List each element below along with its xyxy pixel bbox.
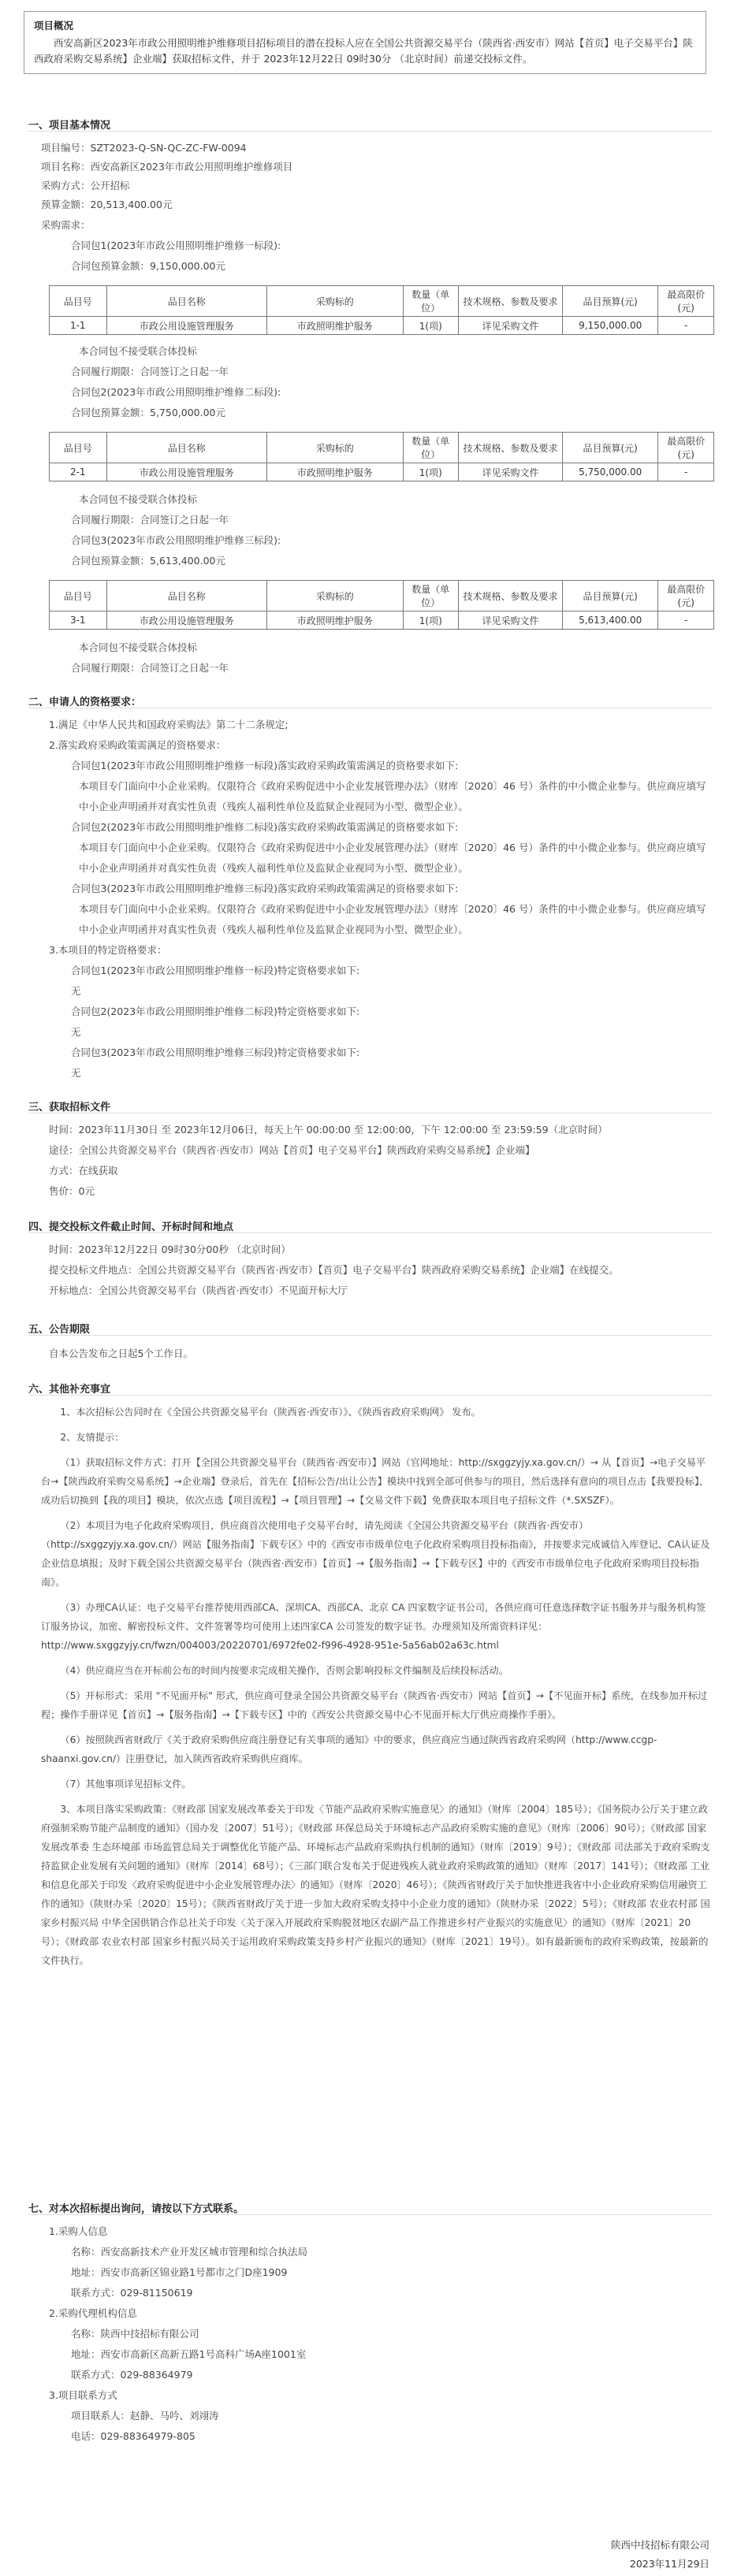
agency-title: 2.采购代理机构信息: [49, 2307, 137, 2319]
col-header: 技术规格、参数及要求: [459, 286, 563, 317]
table-cell: 详见采购文件: [459, 317, 563, 335]
section-heading-4: 四、提交投标文件截止时间、开标时间和地点: [28, 1221, 234, 1233]
table-cell: 1-1: [50, 317, 107, 335]
package-2-budget: 合同包预算金额：5,750,000.00元: [71, 407, 225, 418]
col-header: 品目名称: [106, 581, 266, 611]
col-header: 品目预算(元): [562, 581, 658, 611]
col-header: 数量（单位）: [403, 286, 459, 317]
special-req-none: 无: [71, 1067, 81, 1079]
no-consortium-note: 本合同包不接受联合体投标: [79, 493, 198, 505]
col-header: 品目预算(元): [562, 286, 658, 317]
qualification-3: 3.本项目的特定资格要求：: [49, 944, 167, 956]
section-heading-7: 七、对本次招标提出询问，请按以下方式联系。: [28, 2203, 244, 2215]
purchaser-phone: 联系方式：029-81150619: [71, 2287, 193, 2299]
table-cell: 5,750,000.00: [562, 463, 658, 481]
table-cell: 详见采购文件: [459, 463, 563, 481]
signature-date: 2023年11月29日: [629, 2558, 709, 2570]
section-heading-5: 五、公告期限: [28, 1324, 91, 1336]
package-3-budget: 合同包预算金额：5,613,400.00元: [71, 555, 225, 567]
col-header: 技术规格、参数及要求: [459, 433, 563, 463]
note-paragraph: 1、本次招标公告同时在《全国公共资源交易平台（陕西省·西安市）》、《陕西省政府采购网》 发布。: [60, 1407, 481, 1418]
table-row: [50, 463, 714, 481]
divider: [28, 1232, 713, 1233]
divider: [28, 131, 713, 132]
table-cell: 1(项): [403, 611, 459, 630]
note-paragraph: 2、友情提示：: [60, 1432, 125, 1443]
purchaser-title: 1.采购人信息: [49, 2225, 108, 2237]
table-cell: 市政公用设施管理服务: [106, 611, 266, 630]
opening-place: 开标地点：全国公共资源交易平台（陕西省·西安市）不见面开标大厅: [49, 1284, 348, 1296]
doc-price: 售价：0元: [49, 1185, 95, 1197]
note-paragraph: （7）其他事项详见招标文件。: [60, 1779, 192, 1790]
col-header: 最高限价(元): [658, 286, 714, 317]
section-heading-6: 六、其他补充事宜: [28, 1384, 111, 1396]
package-3-table: [49, 580, 714, 630]
doc-way: 途径：全国公共资源交易平台（陕西省·西安市）网站【首页】电子交易平台】陕西政府采购交易系统】企业端】: [49, 1144, 535, 1156]
note-paragraph: （3）办理CA认证：电子交易平台推荐使用西部CA、深圳CA、西部CA、北京 CA 四家数字证书公司，各供应商可任意选择数字证书服务并与服务机构签订服务协议，加密、解密投标文件、文件签署等均可使用上述四家CA 公司签发的数字证书。办理须知及所需资料详见：http://www.sxggzyjy.cn/fwzn/004003/20220701/6972fe02-f996-4928-951e-5a56ab02a63c.html: [41, 1602, 706, 1651]
table-cell: 1(项): [403, 463, 459, 481]
policy-pkg-3: 合同包3(2023年市政公用照明维护维修三标段)落实政府采购政策需满足的资格要求如下:: [71, 883, 459, 894]
supplementary-notes: [41, 1403, 711, 1976]
project-number: 项目编号：SZT2023-Q-SN-QC-ZC-FW-0094: [41, 142, 247, 154]
note-paragraph: 3、本项目落实采购政策：《财政部 国家发展改革委关于印发〈节能产品政府采购实施意见〉的通知》（财库〔2004〕185号）；《国务院办公厅关于建立政府强制采购节能产品制度的通知》（国办发〔2007〕51号）；《财政部 环保总局关于环境标志产品政府采购实施的意见》（财库〔2006〕90号）；《财政部 国家发展改革委 生态环境部 市场监管总局关于调整优化节能产品、环境标志产品政府采购执行机制的通知》（财库〔2019〕9号）；《财政部 司法部关于政府采购支持监狱企业发展有关问题的通知》（财库〔2014〕68号）；《三部门联合发布关于促进残疾人就业政府采购政策的通知》（财库〔2017〕141号）；《财政部 工业和信息化部关于印发〈政府采购促进中小企业发展管理办法〉的通知》（财库〔2020〕46号）；《陕西省财政厅关于加快推进我省中小企业政府采购信用融资工作的通知》（陕财办采〔2020〕15号）；《陕西省财政厅关于进一步加大政府采购支持中小企业力度的通知》（陕财办采〔2022〕5号）；《财政部 农业农村部 国家乡村振兴局 中华全国供销合作总社关于印发〈关于深入开展政府采购脱贫地区农副产品工作推进乡村产业振兴的实施意见〉的通知》（财库〔2021〕20号）；《财政部 农业农村部 国家乡村振兴局关于运用政府采购政策支持乡村产业振兴的通知》（财库〔2021〕19号）。如有最新颁布的政府采购政策，按最新的文件执行。: [41, 1804, 710, 1966]
deadline-time: 时间：2023年12月22日 09时30分00秒 （北京时间）: [49, 1243, 291, 1255]
purchaser-name: 名称：西安高新技术产业开发区城市管理和综合执法局: [71, 2246, 308, 2258]
note-paragraph: （2）本项目为电子化政府采购项目，供应商首次使用电子交易平台时，请先阅读《全国公共资源交易平台（陕西省·西安市）（http://sxggzyjy.xa.gov.cn/）网站【服务指南】下载专区》中的《西安市市级单位电子化政府采购项目投标指南》，并按要求完成诚信入库登记、CA认证及企业信息填报；及时下载全国公共资源交易平台（陕西省·西安市）【首页】→【服务指南】→【下载专区】中的《西安市市级单位电子化政府采购项目投标指南》。: [41, 1520, 710, 1588]
qualification-2: 2.落实政府采购政策需满足的资格要求：: [49, 739, 226, 751]
divider: [28, 2214, 713, 2215]
notice-period: 自本公告发布之日起5个工作日。: [49, 1347, 193, 1359]
section-heading-2: 二、申请人的资格要求：: [28, 697, 142, 708]
sme-requirement: 本项目专门面向中小企业采购。仅限符合《政府采购促进中小企业发展管理办法》（财库〔2020〕46 号）条件的中小微企业参与。供应商应填写: [79, 903, 706, 915]
package-1-label: 合同包1(2023年市政公用照明维护维修一标段):: [71, 240, 281, 251]
agency-phone: 联系方式：029-88364979: [71, 2369, 193, 2381]
special-req-none: 无: [71, 1026, 81, 1038]
agency-address: 地址：西安市高新区高新五路1号高科广场A座1001室: [71, 2348, 307, 2360]
agency-name: 名称：陕西中技招标有限公司: [71, 2328, 199, 2340]
col-header: 采购标的: [266, 433, 403, 463]
package-3-label: 合同包3(2023年市政公用照明维护维修三标段):: [71, 534, 281, 546]
col-header: 采购标的: [266, 286, 403, 317]
divider: [28, 1335, 713, 1336]
section-heading-3: 三、获取招标文件: [28, 1102, 111, 1113]
project-name: 项目名称：西安高新区2023年市政公用照明维护维修项目: [41, 161, 293, 173]
table-header-row: [50, 581, 714, 611]
table-cell: 5,613,400.00: [562, 611, 658, 630]
table-cell: 3-1: [50, 611, 107, 630]
doc-time: 时间：2023年11月30日 至 2023年12月06日，每天上午 00:00:00 至 12:00:00，下午 12:00:00 至 23:59:59（北京时间）: [49, 1124, 608, 1136]
summary-title: 项目概况: [34, 20, 74, 32]
table-cell: 1(项): [403, 317, 459, 335]
table-cell: -: [658, 317, 714, 335]
col-header: 品目名称: [106, 433, 266, 463]
project-contact-phone: 电话：029-88364979-805: [71, 2430, 195, 2442]
project-contact-title: 3.项目联系方式: [49, 2389, 117, 2401]
table-row: [50, 611, 714, 630]
project-contact-person: 项目联系人：赵静、马吟、刘翊涛: [71, 2410, 219, 2422]
col-header: 品目号: [50, 286, 107, 317]
col-header: 技术规格、参数及要求: [459, 581, 563, 611]
note-paragraph: （5）开标形式：采用 "不见面开标" 形式，供应商可登录全国公共资源交易平台（陕西省·西安市）网站【首页】→【不见面开标】系统，在线参加开标过程；操作手册详见【首页】→【服务指南】→【下载专区】中的《西安公共资源交易中心不见面开标大厅供应商操作手册》。: [41, 1690, 708, 1720]
col-header: 最高限价(元): [658, 433, 714, 463]
col-header: 最高限价(元): [658, 581, 714, 611]
table-cell: 市政公用设施管理服务: [106, 463, 266, 481]
sme-requirement-cont: 中小企业声明函并对真实性负责（残疾人福利性单位及监狱企业视同为小型、微型企业）。: [79, 924, 468, 935]
no-consortium-note: 本合同包不接受联合体投标: [79, 641, 198, 653]
table-cell: 市政照明维护服务: [266, 611, 403, 630]
contract-term: 合同履行期限：合同签订之日起一年: [71, 514, 229, 526]
col-header: 采购标的: [266, 581, 403, 611]
table-cell: 市政公用设施管理服务: [106, 317, 266, 335]
submission-place: 提交投标文件地点：全国公共资源交易平台（陕西省·西安市）【首页】电子交易平台】陕西政府采购交易系统】企业端】在线提交。: [49, 1264, 619, 1276]
package-1-budget: 合同包预算金额：9,150,000.00元: [71, 260, 225, 272]
signature-org: 陕西中技招标有限公司: [610, 2539, 709, 2551]
contract-term: 合同履行期限：合同签订之日起一年: [71, 662, 229, 674]
table-cell: -: [658, 463, 714, 481]
special-req-pkg-2: 合同包2(2023年市政公用照明维护维修二标段)特定资格要求如下:: [71, 1005, 360, 1017]
doc-mode: 方式：在线获取: [49, 1165, 118, 1176]
sme-requirement-cont: 中小企业声明函并对真实性负责（残疾人福利性单位及监狱企业视同为小型、微型企业）。: [79, 862, 468, 874]
no-consortium-note: 本合同包不接受联合体投标: [79, 345, 198, 357]
col-header: 品目号: [50, 433, 107, 463]
sme-requirement: 本项目专门面向中小企业采购。仅限符合《政府采购促进中小企业发展管理办法》（财库〔2020〕46 号）条件的中小微企业参与。供应商应填写: [79, 780, 706, 792]
purchaser-address: 地址：西安市高新区锦业路1号都市之门D座1909: [71, 2266, 288, 2278]
col-header: 品目号: [50, 581, 107, 611]
table-cell: -: [658, 611, 714, 630]
budget-amount: 预算金额：20,513,400.00元: [41, 199, 173, 210]
table-cell: 详见采购文件: [459, 611, 563, 630]
sme-requirement-cont: 中小企业声明函并对真实性负责（残疾人福利性单位及监狱企业视同为小型、微型企业）。: [79, 801, 468, 812]
table-cell: 9,150,000.00: [562, 317, 658, 335]
note-paragraph: （4）供应商应当在开标前公布的时间内按要求完成相关操作，否则会影响投标文件编制及后续投标活动。: [60, 1665, 508, 1676]
table-header-row: [50, 433, 714, 463]
col-header: 品目名称: [106, 286, 266, 317]
package-2-label: 合同包2(2023年市政公用照明维护维修二标段):: [71, 386, 281, 398]
table-cell: 2-1: [50, 463, 107, 481]
procurement-method: 采购方式：公开招标: [41, 180, 130, 191]
policy-pkg-1: 合同包1(2023年市政公用照明维护维修一标段)落实政府采购政策需满足的资格要求如下:: [71, 760, 459, 771]
package-1-table: [49, 285, 714, 335]
col-header: 数量（单位）: [403, 433, 459, 463]
note-paragraph: （6）按照陕西省财政厅《关于政府采购供应商注册登记有关事项的通知》中的要求，供应商应当通过陕西省政府采购网（http://www.ccgp-shaanxi.gov.cn/）注册登记，加入陕西省政府采购供应商库。: [41, 1734, 657, 1764]
note-paragraph: （1）获取招标文件方式：打开【全国公共资源交易平台（陕西省·西安市）】网站（官网地址：http://sxggzyjy.xa.gov.cn/）→ 从【首页】→电子交易平台→【陕西政府采购交易系统】→企业端】登录后，首先在【招标公告/出让公告】模块中找到全部可供参与的项目，然后选择有意向的项目点击【我要投标】，成功后切换到【我的项目】模块，依次点选【项目流程】→【项目管理】→【交易文件下载】免费获取本项目电子招标文件（*.SXSZF）。: [41, 1457, 709, 1506]
sme-requirement: 本项目专门面向中小企业采购。仅限符合《政府采购促进中小企业发展管理办法》（财库〔2020〕46 号）条件的中小微企业参与。供应商应填写: [79, 842, 706, 853]
summary-text: 西安高新区2023年市政公用照明维护维修项目招标项目的潜在投标人应在全国公共资源交易平台（陕西省·西安市）网站【首页】电子交易平台】陕西政府采购交易系统】企业端】获取招标文件，并于 2023年12月22日 09时30分 （北京时间）前递交投标文件。: [34, 37, 693, 65]
col-header: 品目预算(元): [562, 433, 658, 463]
qualification-1: 1.满足《中华人民共和国政府采购法》第二十二条规定;: [49, 719, 289, 730]
table-row: [50, 317, 714, 335]
special-req-none: 无: [71, 985, 81, 997]
package-2-table: [49, 432, 714, 481]
policy-pkg-2: 合同包2(2023年市政公用照明维护维修二标段)落实政府采购政策需满足的资格要求如下:: [71, 821, 459, 833]
special-req-pkg-1: 合同包1(2023年市政公用照明维护维修一标段)特定资格要求如下:: [71, 965, 360, 976]
table-cell: 市政照明维护服务: [266, 463, 403, 481]
contract-term: 合同履行期限：合同签订之日起一年: [71, 366, 229, 377]
procurement-requirements: 采购需求：: [41, 219, 91, 231]
section-heading-1: 一、项目基本情况: [28, 120, 111, 132]
special-req-pkg-3: 合同包3(2023年市政公用照明维护维修三标段)特定资格要求如下:: [71, 1046, 360, 1058]
divider: [28, 1395, 713, 1396]
table-cell: 市政照明维护服务: [266, 317, 403, 335]
project-summary-box: [24, 11, 706, 74]
col-header: 数量（单位）: [403, 581, 459, 611]
table-header-row: [50, 286, 714, 317]
